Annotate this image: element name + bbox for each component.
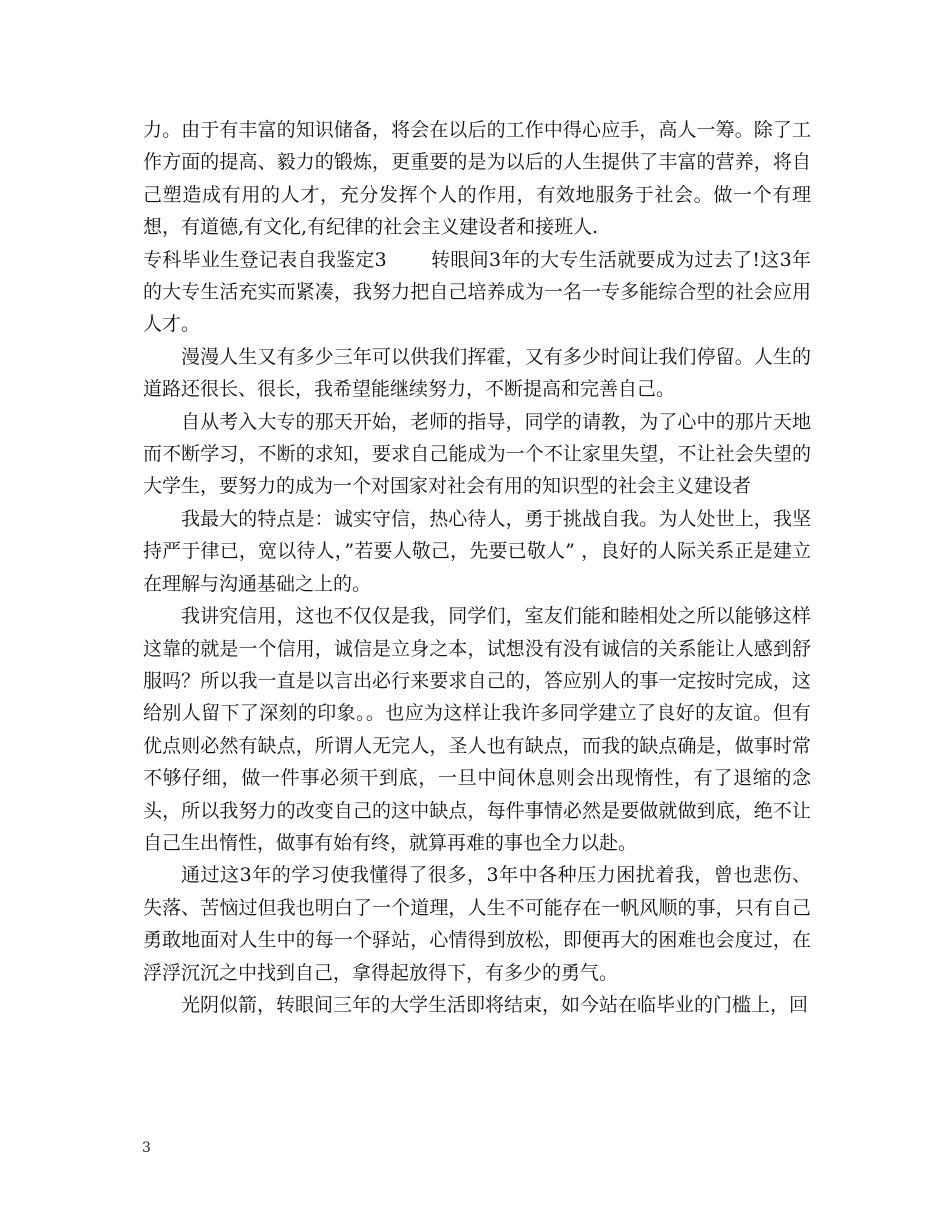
paragraph-2-text: 转眼间3年的大专生活就要成为过去了!这3年的大专生活充实而紧凑，我努力把自己培养成为一名一专多能综合型的社会应用人才。 (143, 248, 811, 336)
document-body (143, 114, 811, 1021)
page-number: 3 (142, 1140, 151, 1156)
paragraph-4: 自从考入大专的那天开始，老师的指导，同学的请教，为了心中的那片天地而不断学习，不断的求知，要求自己能成为一个不让家里失望，不让社会失望的大学生，要努力的成为一个对国家对社会有用的知识型的社会主义建设者 (143, 410, 811, 498)
paragraph-8: 光阴似箭，转眼间三年的大学生活即将结束，如今站在临毕业的门槛上，回 (181, 993, 809, 1016)
paragraph-3: 漫漫人生又有多少三年可以供我们挥霍，又有多少时间让我们停留。人生的道路还很长、很长，我希望能继续努力，不断提高和完善自己。 (143, 345, 811, 401)
paragraph-7: 通过这3年的学习使我懂得了很多，3年中各种压力困扰着我，曾也悲伤、失落、苦恼过但我也明白了一个道理，人生不可能存在一帆风顺的事，只有自己勇敢地面对人生中的每一个驿站，心情得到放松，即便再大的困难也会度过，在浮浮沉沉之中找到自己，拿得起放得下，有多少的勇气。 (143, 864, 811, 984)
section-heading: 专科毕业生登记表自我鉴定3 (143, 248, 387, 271)
paragraph-5: 我最大的特点是：诚实守信，热心待人，勇于挑战自我。为人处世上，我坚持严于律已，宽以待人，”若要人敬己，先要已敬人” ，良好的人际关系正是建立在理解与沟通基础之上的。 (143, 507, 811, 595)
paragraph-1: 力。由于有丰富的知识储备，将会在以后的工作中得心应手，高人一筹。除了工作方面的提高、毅力的锻炼，更重要的是为以后的人生提供了丰富的营养，将自己塑造成有用的人才，充分发挥个人的作用，有效地服务于社会。做一个有理想，有道德,有文化,有纪律的社会主义建设者和接班人. (143, 119, 811, 239)
paragraph-2 (143, 244, 811, 341)
paragraph-6: 我讲究信用，这也不仅仅是我，同学们，室友们能和睦相处之所以能够这样这靠的就是一个信用，诚信是立身之本，试想没有没有诚信的关系能让人感到舒服吗？所以我一直是以言出必行来要求自己的，答应别人的事一定按时完成，这给别人留下了深刻的印象。。也应为这样让我许多同学建立了良好的友谊。但有优点则必然有缺点，所谓人无完人，圣人也有缺点，而我的缺点确是，做事时常不够仔细，做一件事必须干到底，一旦中间休息则会出现惰性，有了退缩的念头，所以我努力的改变自己的这中缺点，每件事情必然是要做就做到底，绝不让自己生出惰性，做事有始有终，就算再难的事也全力以赴。 (143, 605, 811, 854)
